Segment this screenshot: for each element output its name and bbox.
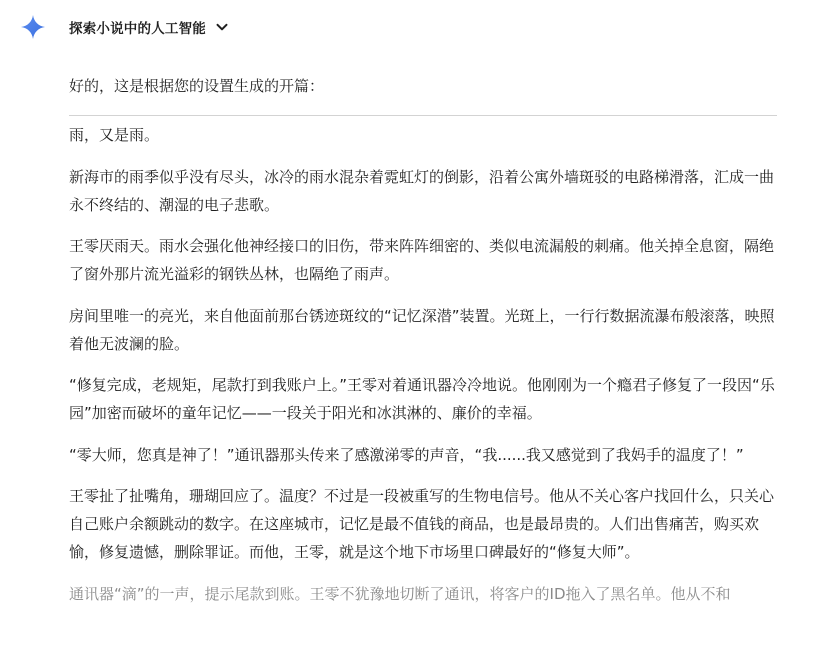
response-content	[69, 72, 777, 621]
story-paragraph: 雨，又是雨。	[69, 126, 160, 144]
response-intro: 好的，这是根据您的设置生成的开篇：	[69, 77, 325, 95]
conversation-header	[0, 0, 821, 54]
conversation-title-dropdown[interactable]	[69, 17, 229, 37]
story-paragraph: “零大师，您真是神了！”通讯器那头传来了感激涕零的声音，“我......我又感觉到了我妈手的温度了！”	[69, 445, 744, 464]
story-paragraph: 房间里唯一的亮光，来自他面前那台锈迹斑纹的“记忆深潜”装置。光斑上，一行行数据流瀑布般滚落，映照着他无波澜的脸。	[69, 306, 775, 353]
story-body	[69, 121, 777, 608]
story-paragraph: 新海市的雨季似乎没有尽头，冰冷的雨水混杂着霓虹灯的倒影，沿着公寓外墙斑驳的电路梯滑落，汇成一曲永不终结的、潮湿的电子悲歌。	[69, 167, 775, 214]
divider	[69, 115, 777, 116]
story-paragraph: “修复完成，老规矩，尾款打到我账户上。”王零对着通讯器冷冷地说。他刚刚为一个瘾君子修复了一段因“乐园”加密而破坏的童年记忆——一段关于阳光和冰淇淋的、廉价的幸福。	[69, 376, 775, 422]
story-paragraph: 王零厌雨天。雨水会强化他神经接口的旧伤，带来阵阵细密的、类似电流漏般的刺痛。他关掉全息窗，隔绝了窗外那片流光溢彩的钢铁丛林，也隔绝了雨声。	[69, 237, 775, 283]
story-paragraph-streaming: 通讯器“滴”的一声，提示尾款到账。王零不犹豫地切断了通讯，将客户的ID拖入了黑名单。他从不和	[69, 584, 731, 603]
story-paragraph: 王零扯了扯嘴角，珊瑚回应了。温度？不过是一段被重写的生物电信号。他从不关心客户找回什么，只关心自己账户余额跳动的数字。在这座城市，记忆是最不值钱的商品，也是最昂贵的。人们出售痛苦，购买欢愉，修复遗憾，删除罪证。而他，王零，就是这个地下市场里口碑最好的“修复大师”。	[69, 487, 775, 561]
conversation-title: 探索小说中的人工智能	[69, 21, 206, 37]
sparkle-icon	[20, 14, 46, 40]
chevron-down-icon	[215, 20, 229, 34]
